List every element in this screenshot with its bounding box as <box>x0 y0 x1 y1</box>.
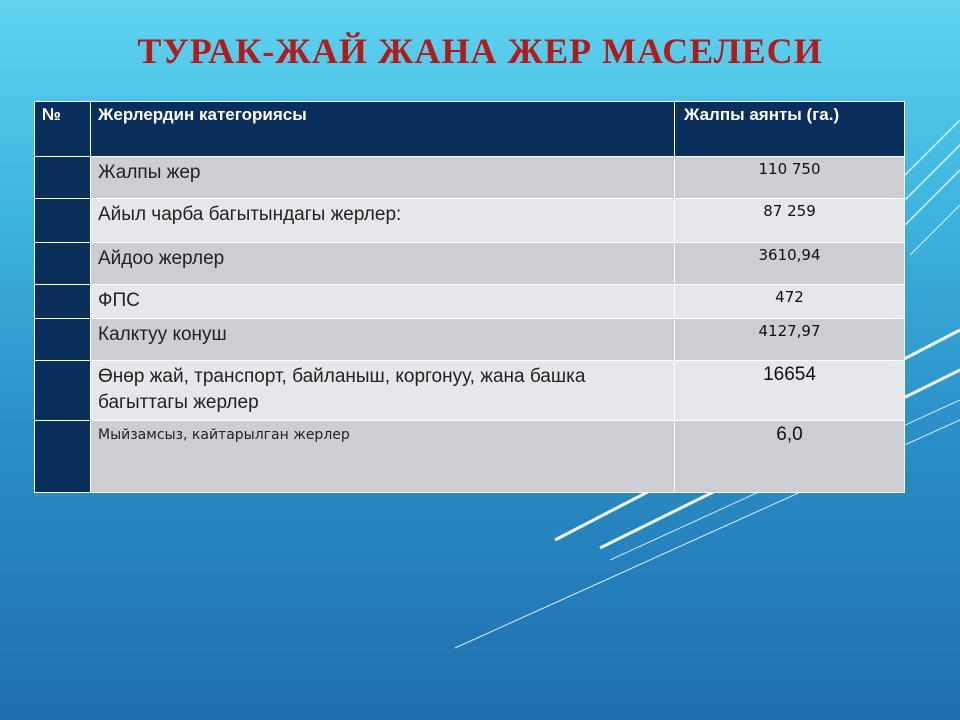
header-total-area: Жалпы аянты (га.) <box>675 102 905 157</box>
header-number: № <box>35 102 91 157</box>
category-cell: Жалпы жер <box>91 157 675 199</box>
table-row <box>35 285 905 319</box>
category-cell: ФПС <box>91 285 675 319</box>
table-row <box>35 243 905 285</box>
area-value-cell: 6,0 <box>675 421 905 493</box>
category-cell: Айдоо жерлер <box>91 243 675 285</box>
table-row <box>35 199 905 243</box>
category-cell: Айыл чарба багытындагы жерлер: <box>91 199 675 243</box>
row-number-cell <box>35 199 91 243</box>
category-cell: Өнөр жай, транспорт, байланыш, коргонуу, жана башка багыттагы жерлер <box>91 361 675 421</box>
table-row <box>35 361 905 421</box>
category-cell: Калктуу конуш <box>91 319 675 361</box>
category-cell: Мыйзамсыз, кайтарылган жерлер <box>91 421 675 493</box>
land-categories-table <box>34 101 905 493</box>
row-number-cell <box>35 361 91 421</box>
row-number-cell <box>35 157 91 199</box>
table-row <box>35 157 905 199</box>
table-header-row <box>35 102 905 157</box>
row-number-cell <box>35 421 91 493</box>
table-row <box>35 421 905 493</box>
area-value-cell: 110 750 <box>675 157 905 199</box>
area-value-cell: 3610,94 <box>675 243 905 285</box>
table-row <box>35 319 905 361</box>
area-value-cell: 472 <box>675 285 905 319</box>
slide-title: ТУРАК-ЖАЙ ЖАНА ЖЕР МАСЕЛЕСИ <box>137 31 823 71</box>
row-number-cell <box>35 243 91 285</box>
header-category: Жерлердин категориясы <box>91 102 675 157</box>
row-number-cell <box>35 319 91 361</box>
area-value-cell: 16654 <box>675 361 905 421</box>
row-number-cell <box>35 285 91 319</box>
area-value-cell: 4127,97 <box>675 319 905 361</box>
area-value-cell: 87 259 <box>675 199 905 243</box>
